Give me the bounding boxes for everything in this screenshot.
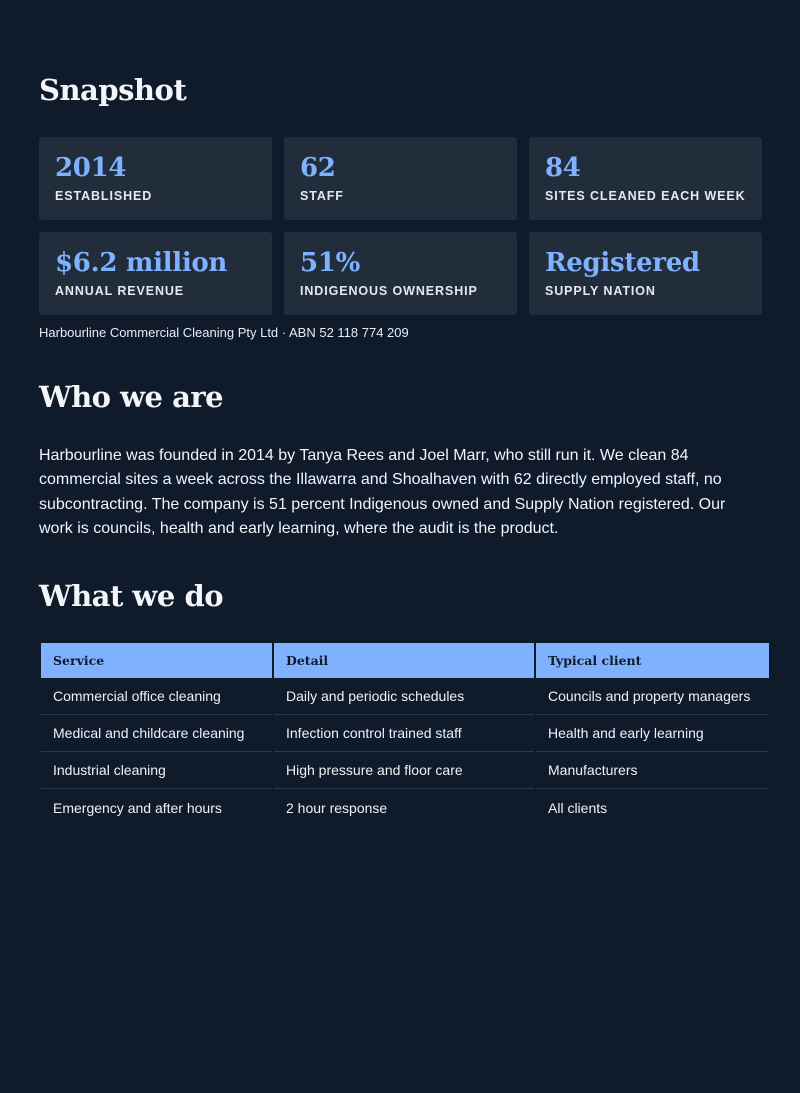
stat-value: 2014 [55,153,127,183]
client-cell: All clients [548,799,608,816]
stat-label: STAFF [300,189,344,203]
column-header-service: Service [41,643,272,678]
column-header-typical-client: Typical client [536,643,769,678]
service-cell: Commercial office cleaning [41,678,272,715]
service-cell: Medical and childcare cleaning [41,715,272,752]
what-we-do-heading: What we do [39,579,224,613]
stat-value: 84 [545,153,581,183]
services-table [39,643,771,826]
stat-label: ESTABLISHED [55,189,153,203]
table-header-row [41,643,769,678]
client-cell: Manufacturers [536,752,769,789]
stat-card-established [39,137,272,220]
detail-cell: High pressure and floor care [274,752,534,789]
stat-value: Registered [545,248,700,278]
detail-cell: Infection control trained staff [274,715,534,752]
stat-label: SUPPLY NATION [545,284,656,298]
client-cell: Health and early learning [536,715,769,752]
stat-label: ANNUAL REVENUE [55,284,185,298]
table-row [41,678,769,715]
stat-card-sites [529,137,762,220]
table-row [41,789,769,826]
detail-cell: Daily and periodic schedules [274,678,534,715]
stats-grid [39,137,761,315]
stat-value: $6.2 million [55,248,228,278]
table-row [41,715,769,752]
column-header-detail: Detail [274,643,534,678]
who-we-are-paragraph: Harbourline was founded in 2014 by Tanya Rees and Joel Marr, who still run it. We clean 84 commercial sites a week across the Illawarra and Shoalhaven with 62 directly employed staff, no subcontracting. The company is 51 percent Indigenous owned and Supply Nation registered. Our work is councils, health and early learning, where the audit is the product. [39,447,726,537]
stat-label: SITES CLEANED EACH WEEK [545,189,746,203]
detail-cell: 2 hour response [286,799,388,816]
snapshot-heading: Snapshot [39,73,187,107]
who-we-are-heading: Who we are [39,380,224,414]
stat-label: INDIGENOUS OWNERSHIP [300,284,478,298]
stat-card-ownership [284,232,517,315]
client-cell: Councils and property managers [536,678,769,715]
stat-value: 51% [300,248,360,278]
table-row [41,752,769,789]
stat-card-staff [284,137,517,220]
service-cell: Industrial cleaning [41,752,272,789]
stat-card-supply-nation [529,232,762,315]
company-abn-line: Harbourline Commercial Cleaning Pty Ltd · ABN 52 118 774 209 [39,325,409,340]
stat-value: 62 [300,153,336,183]
service-cell: Emergency and after hours [53,799,222,816]
stat-card-revenue [39,232,272,315]
